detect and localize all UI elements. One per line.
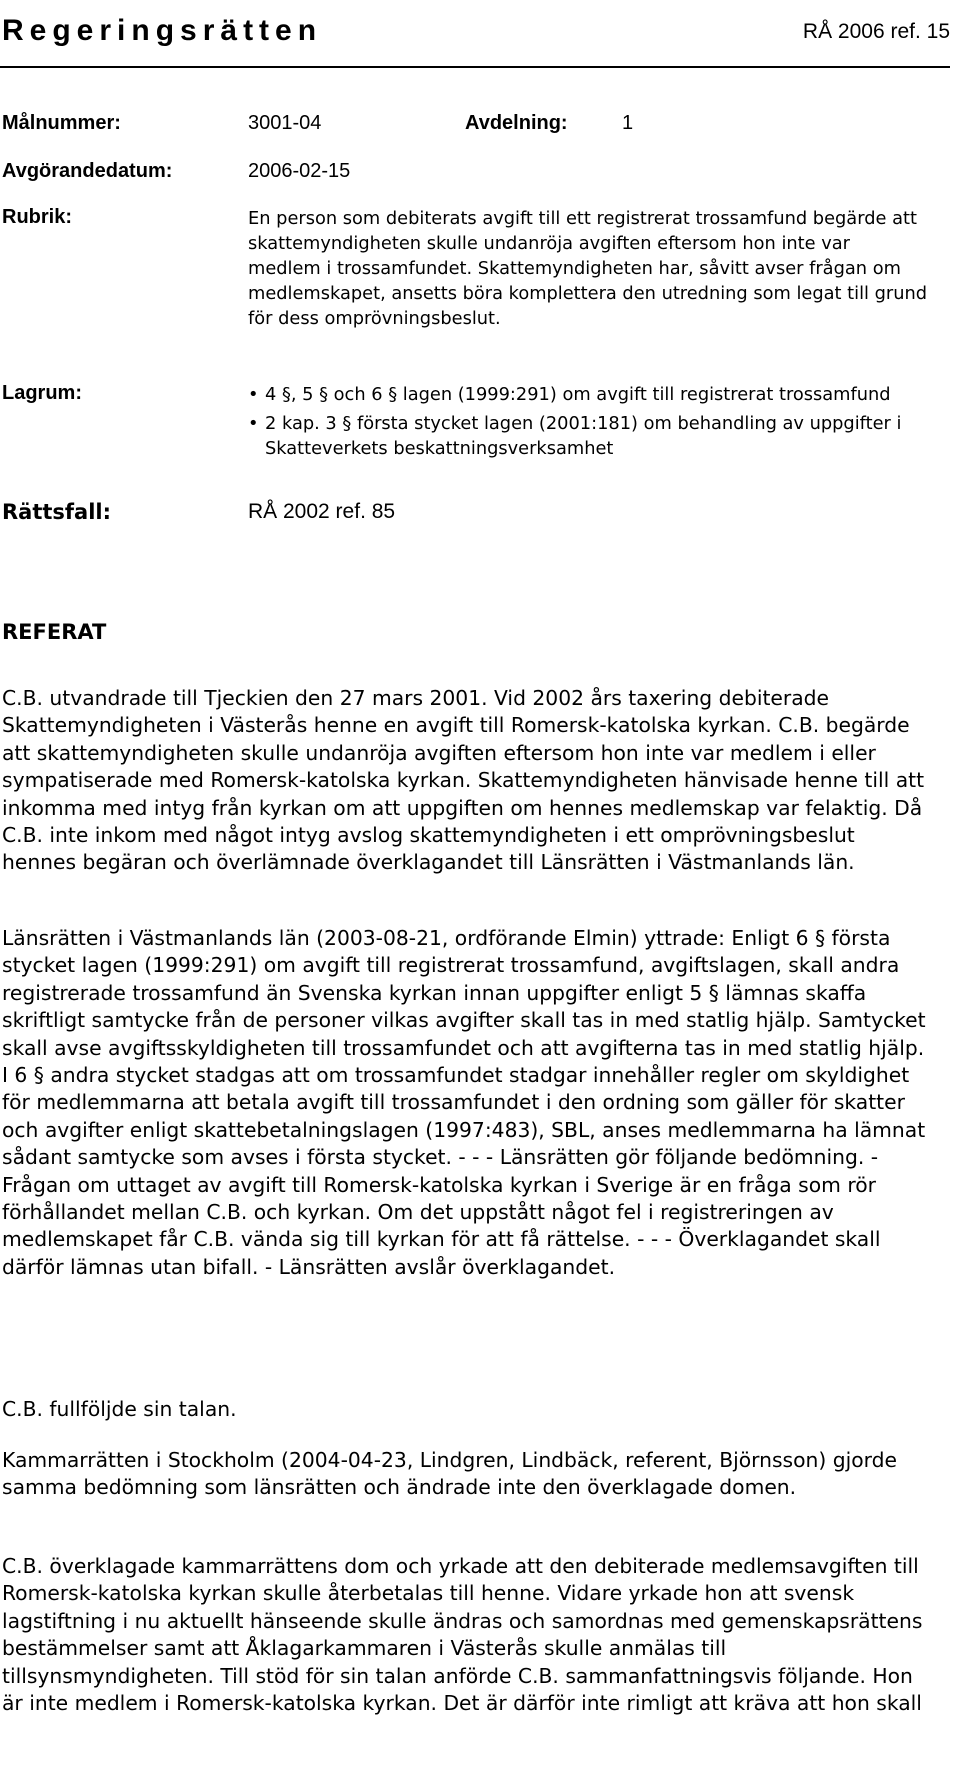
header-divider bbox=[0, 66, 950, 68]
avgorandedatum-label: Avgörandedatum: bbox=[2, 160, 173, 182]
avdelning-label: Avdelning: bbox=[465, 112, 568, 134]
court-name: Regeringsrätten bbox=[2, 14, 323, 47]
referat-paragraph: C.B. överklagade kammarrättens dom och yrkade att den debiterade medlemsavgiften till Romersk-katolska kyrkan skulle återbetalas till henne. Vidare yrkade hon att svensk lagstiftning i nu aktuellt hänseende skulle ändras och samordnas med gemenskapsrättens bestämmelser samt att Åklagarkammaren i Västerås skulle anmälas till tillsynsmyndigheten. Till stöd för sin talan anförde C.B. sammanfattningsvis följande. Hon är inte medlem i Romersk-katolska kyrkan. Det är därför inte rimligt att kräva att hon skall bbox=[2, 1554, 923, 1716]
referat-paragraph: Länsrätten i Västmanlands län (2003-08-21, ordförande Elmin) yttrade: Enligt 6 § första stycket lagen (1999:291) om avgift till registrerat trossamfund, avgiftslagen, skall andra registrerade trossamfund än Svenska kyrkan innan uppgifter enligt 5 § lämnas skaffa skriftligt samtycke från de personer vilkas avgifter skall tas in med statlig hjälp. Samtycket skall avse avgiftsskyldigheten till trossamfundet och att avgifterna tas in med statlig hjälp. I 6 § andra stycket stadgas att om trossamfundet stadgar innehåller regler om skyldighet för medlemmarna att betala avgift till trossamfundet i den ordning som gäller för skatter och avgifter enligt skattebetalningslagen (1997:483), SBL, anses medlemmarna ha lämnat sådant samtycke som avses i första stycket. - - - Länsrätten gör följande bedömning. - Frågan om uttaget av avgift till Romersk-katolska kyrkan i Sverige är en fråga som rör förhållandet mellan C.B. och kyrkan. Om det uppstått något fel i registreringen av medlemskapet får C.B. vända sig till kyrkan för att få rättelse. - - - Överklagandet skall därför lämnas utan bifall. - Länsrätten avslår överklagandet. bbox=[2, 926, 926, 1279]
lagrum-item bbox=[248, 382, 938, 407]
lagrum-item-text: 4 §, 5 § och 6 § lagen (1999:291) om avgift till registrerat trossamfund bbox=[265, 384, 891, 405]
case-reference: RÅ 2006 ref. 15 bbox=[802, 20, 950, 43]
rubrik-text: En person som debiterats avgift till ett registrerat trossamfund begärde att skattemyndigheten skulle undanröja avgiften eftersom hon inte var medlem i trossamfundet. Skattemyndigheten har, såvitt avser frågan om medlemskapet, ansetts böra komplettera den utredning som legat till grund för dess omprövningsbeslut. bbox=[248, 208, 928, 329]
rubrik-label: Rubrik: bbox=[2, 206, 72, 228]
avdelning-value: 1 bbox=[622, 112, 634, 134]
document-header bbox=[0, 0, 960, 70]
referat-paragraph: C.B. utvandrade till Tjeckien den 27 mars 2001. Vid 2002 års taxering debiterade Skattemyndigheten i Västerås henne en avgift till Romersk-katolska kyrkan. C.B. begärde att skattemyndigheten skulle undanröja avgiften eftersom hon inte var medlem i eller sympatiserade med Romersk-katolska kyrkan. Skattemyndigheten hänvisade henne till att inkomma med intyg från kyrkan om att uppgiften om hennes medlemskap var felaktig. Då C.B. inte inkom med något intyg avslog skattemyndigheten i ett omprövningsbeslut hennes begäran och överlämnade överklagandet till Länsrätten i Västmanlands län. bbox=[2, 686, 925, 875]
bullet-icon: • bbox=[248, 384, 259, 405]
referat-heading: REFERAT bbox=[2, 620, 107, 644]
referat-paragraph: C.B. fullföljde sin talan. bbox=[2, 1397, 237, 1421]
lagrum-label: Lagrum: bbox=[2, 382, 82, 404]
bullet-icon: • bbox=[248, 413, 259, 434]
referat-paragraph: Kammarrätten i Stockholm (2004-04-23, Lindgren, Lindbäck, referent, Björnsson) gjorde samma bedömning som länsrätten och ändrade inte den överklagade domen. bbox=[2, 1448, 897, 1500]
rattsfall-label: Rättsfall: bbox=[2, 500, 112, 524]
avgorandedatum-value: 2006-02-15 bbox=[248, 160, 351, 182]
lagrum-item-text: 2 kap. 3 § första stycket lagen (2001:181) om behandling av uppgifter i Skatteverkets beskattningsverksamhet bbox=[265, 413, 902, 459]
lagrum-item bbox=[248, 411, 938, 461]
lagrum-list bbox=[248, 382, 938, 465]
malnummer-label: Målnummer: bbox=[2, 112, 121, 134]
malnummer-value: 3001-04 bbox=[248, 112, 322, 134]
rattsfall-value: RÅ 2002 ref. 85 bbox=[248, 500, 396, 523]
